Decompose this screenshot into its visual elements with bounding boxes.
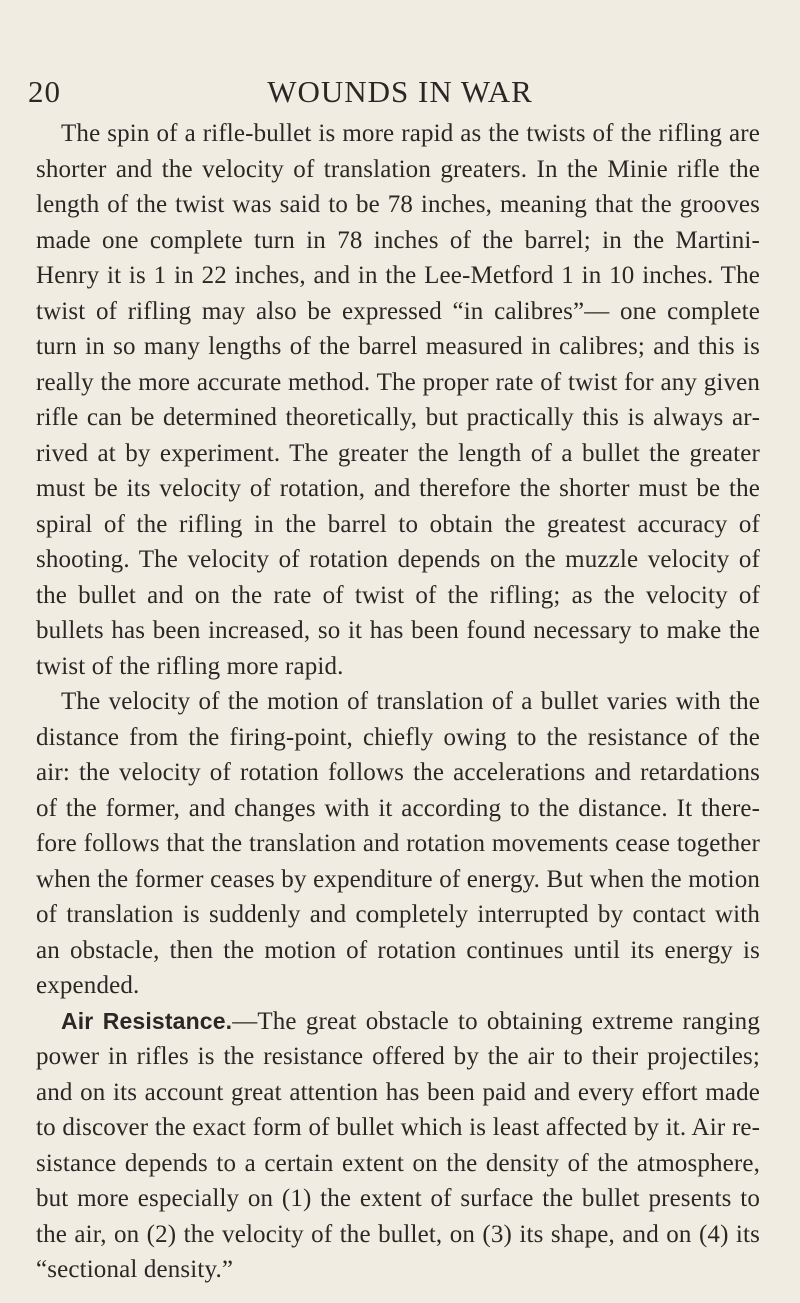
paragraph-translation-velocity (36, 684, 760, 1004)
paragraph-rifling-twist (36, 116, 760, 684)
paragraph-air-resistance (36, 1004, 760, 1288)
paragraph-text: The spin of a rifle-bullet is more rapid as the twists of the rifling are shorter and the velocity of translation greaters. In the Minie rifle the length of the twist was said to be 78 inches, meaning that the grooves made one complete turn in 78 inches of the barrel; in the Martini-Henry it is 1 in 22 inches, and in the Lee-Metford 1 in 10 inches. The twist of rifling may also be expressed “in calibres”— one complete turn in so many lengths of the barrel measured in calibres; and this is really the more accurate method. The proper rate of twist for any given rifle can be determined theoretically, but practically this is always arrived at by experiment. The greater the length of a bullet the greater must be its velocity of rotation, and therefore the shorter must be the spiral of the rifling in the barrel to obtain the greatest accuracy of shooting. The velocity of rotation depends on the muzzle velocity of the bullet and on the rate of twist of the rifling; as the velocity of bullets has been increased, so it has been found necessary to make the twist of the rifling more rapid. (36, 120, 760, 680)
running-head (0, 74, 800, 110)
paragraph-text: —The great obstacle to obtaining extreme ranging power in rifles is the resistance offered by the air to their projectiles; and on its account great attention has been paid and every effort made to discover the exact form of bullet which is least affected by it. Air resistance depends to a certain extent on the density of the atmosphere, but more especially on (1) the extent of surface the bullet presents to the air, on (2) the velocity of the bullet, on (3) its shape, and on (4) its “sectional density.” (36, 1007, 760, 1283)
running-title: WOUNDS IN WAR (267, 74, 533, 109)
section-heading: Air Resistance. (61, 1007, 233, 1034)
paragraph-text: The velocity of the motion of translation of a bullet varies with the distance from the firing-point, chiefly owing to the resistance of the air: the velocity of rotation follows the accelerations and retardations of the former, and changes with it according to the distance. It therefore follows that the translation and rotation movements cease together when the former ceases by expenditure of energy. But when the motion of translation is suddenly and completely interrupted by contact with an obstacle, then the motion of rotation continues until its energy is expended. (36, 688, 760, 999)
body-text (36, 116, 760, 1288)
page-number: 20 (28, 74, 61, 109)
